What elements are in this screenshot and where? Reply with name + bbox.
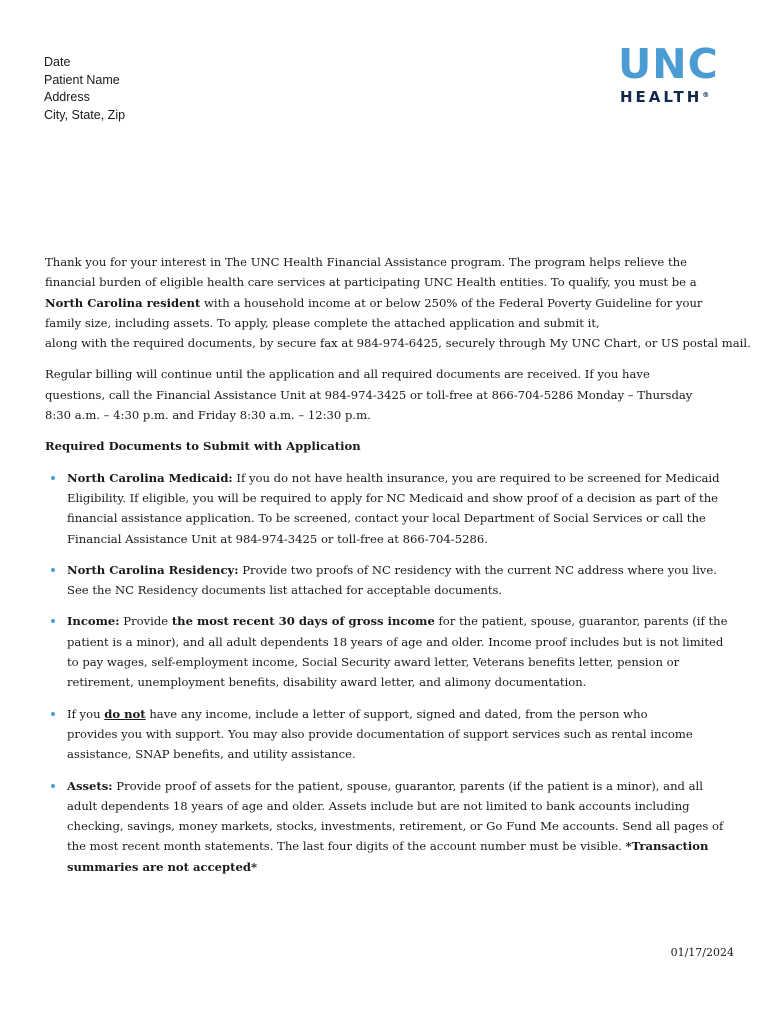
bullet-icon: [51, 476, 55, 480]
billing-paragraph: Regular billing will continue until the application and all required documents are received. If you have questions, call the Financial Assistance Unit at 984-974-3425 or toll-free at 866-704-5286 Monday – Thursday 8:30 a.m. – 4:30 p.m. and Friday 8:30 a.m. – 12:30 p.m.: [45, 367, 693, 423]
bullet-icon: [51, 619, 55, 623]
required-documents-list: [45, 468, 741, 877]
list-item-residency: North Carolina Residency: Provide two proofs of NC residency with the current NC address where you live. See the NC Residency documents list attached for acceptable documents.: [45, 560, 741, 601]
footer-date: 01/17/2024: [670, 946, 734, 959]
logo-unc-text: UNC: [618, 40, 719, 88]
unc-health-logo: [618, 40, 726, 106]
required-documents-heading: Required Documents to Submit with Application: [45, 439, 361, 454]
city-state-zip-label: City, State, Zip: [44, 107, 126, 122]
address-label: Address: [44, 90, 90, 104]
list-item-medicaid: North Carolina Medicaid: If you do not have health insurance, you are required to be screened for Medicaid Eligibility. If eligible, you will be required to apply for NC Medicaid and show proof of a decision as part of the financial assistance application. To be screened, contact your local Department of Social Services or call the Financial Assistance Unit at 984-974-3425 or toll-free at 866-704-5286.: [45, 468, 741, 549]
bullet-icon: [51, 784, 55, 788]
date-label: Date: [44, 55, 71, 69]
list-item-assets: Assets: Provide proof of assets for the patient, spouse, guarantor, parents (if the patient is a minor), and all adult dependents 18 years of age and older. Assets include but are not limited to bank accounts including checking, savings, money markets, stocks, investments, retirement, or Go Fund Me accounts. Send all pages of the most recent month statements. The last four digits of the account number must be visible. *Transaction summaries are not accepted*: [45, 776, 741, 877]
logo-health-text: HEALTH®: [620, 88, 710, 106]
list-item-income: Income: Provide the most recent 30 days of gross income for the patient, spouse, guarantor, parents (if the patient is a minor), and all adult dependents 18 years of age and older. Income proof includes but is not limited to pay wages, self-employment income, Social Security award letter, Veterans benefits letter, pension or retirement, unemployment benefits, disability award letter, and alimony documentation.: [45, 611, 741, 692]
bullet-icon: [51, 568, 55, 572]
bullet-icon: [51, 712, 55, 716]
intro-paragraph: Thank you for your interest in The UNC Health Financial Assistance program. The program helps relieve the financial burden of eligible health care services at participating UNC Health entities. To qualify, you must be a North Carolina resident with a household income at or below 250% of the Federal Poverty Guideline for your family size, including assets. To apply, please complete the attached application and submit it, along with the required documents, by secure fax at 984-974-6425, securely through My UNC Chart, or US postal mail.: [45, 255, 751, 351]
recipient-block: [44, 54, 125, 124]
list-item-no-income: If you do not have any income, include a letter of support, signed and dated, from the person who provides you with support. You may also provide documentation of support services such as rental income assistance, SNAP benefits, and utility assistance.: [45, 704, 741, 765]
patient-name-label: Patient Name: [44, 72, 120, 87]
letter-body: [45, 252, 751, 888]
